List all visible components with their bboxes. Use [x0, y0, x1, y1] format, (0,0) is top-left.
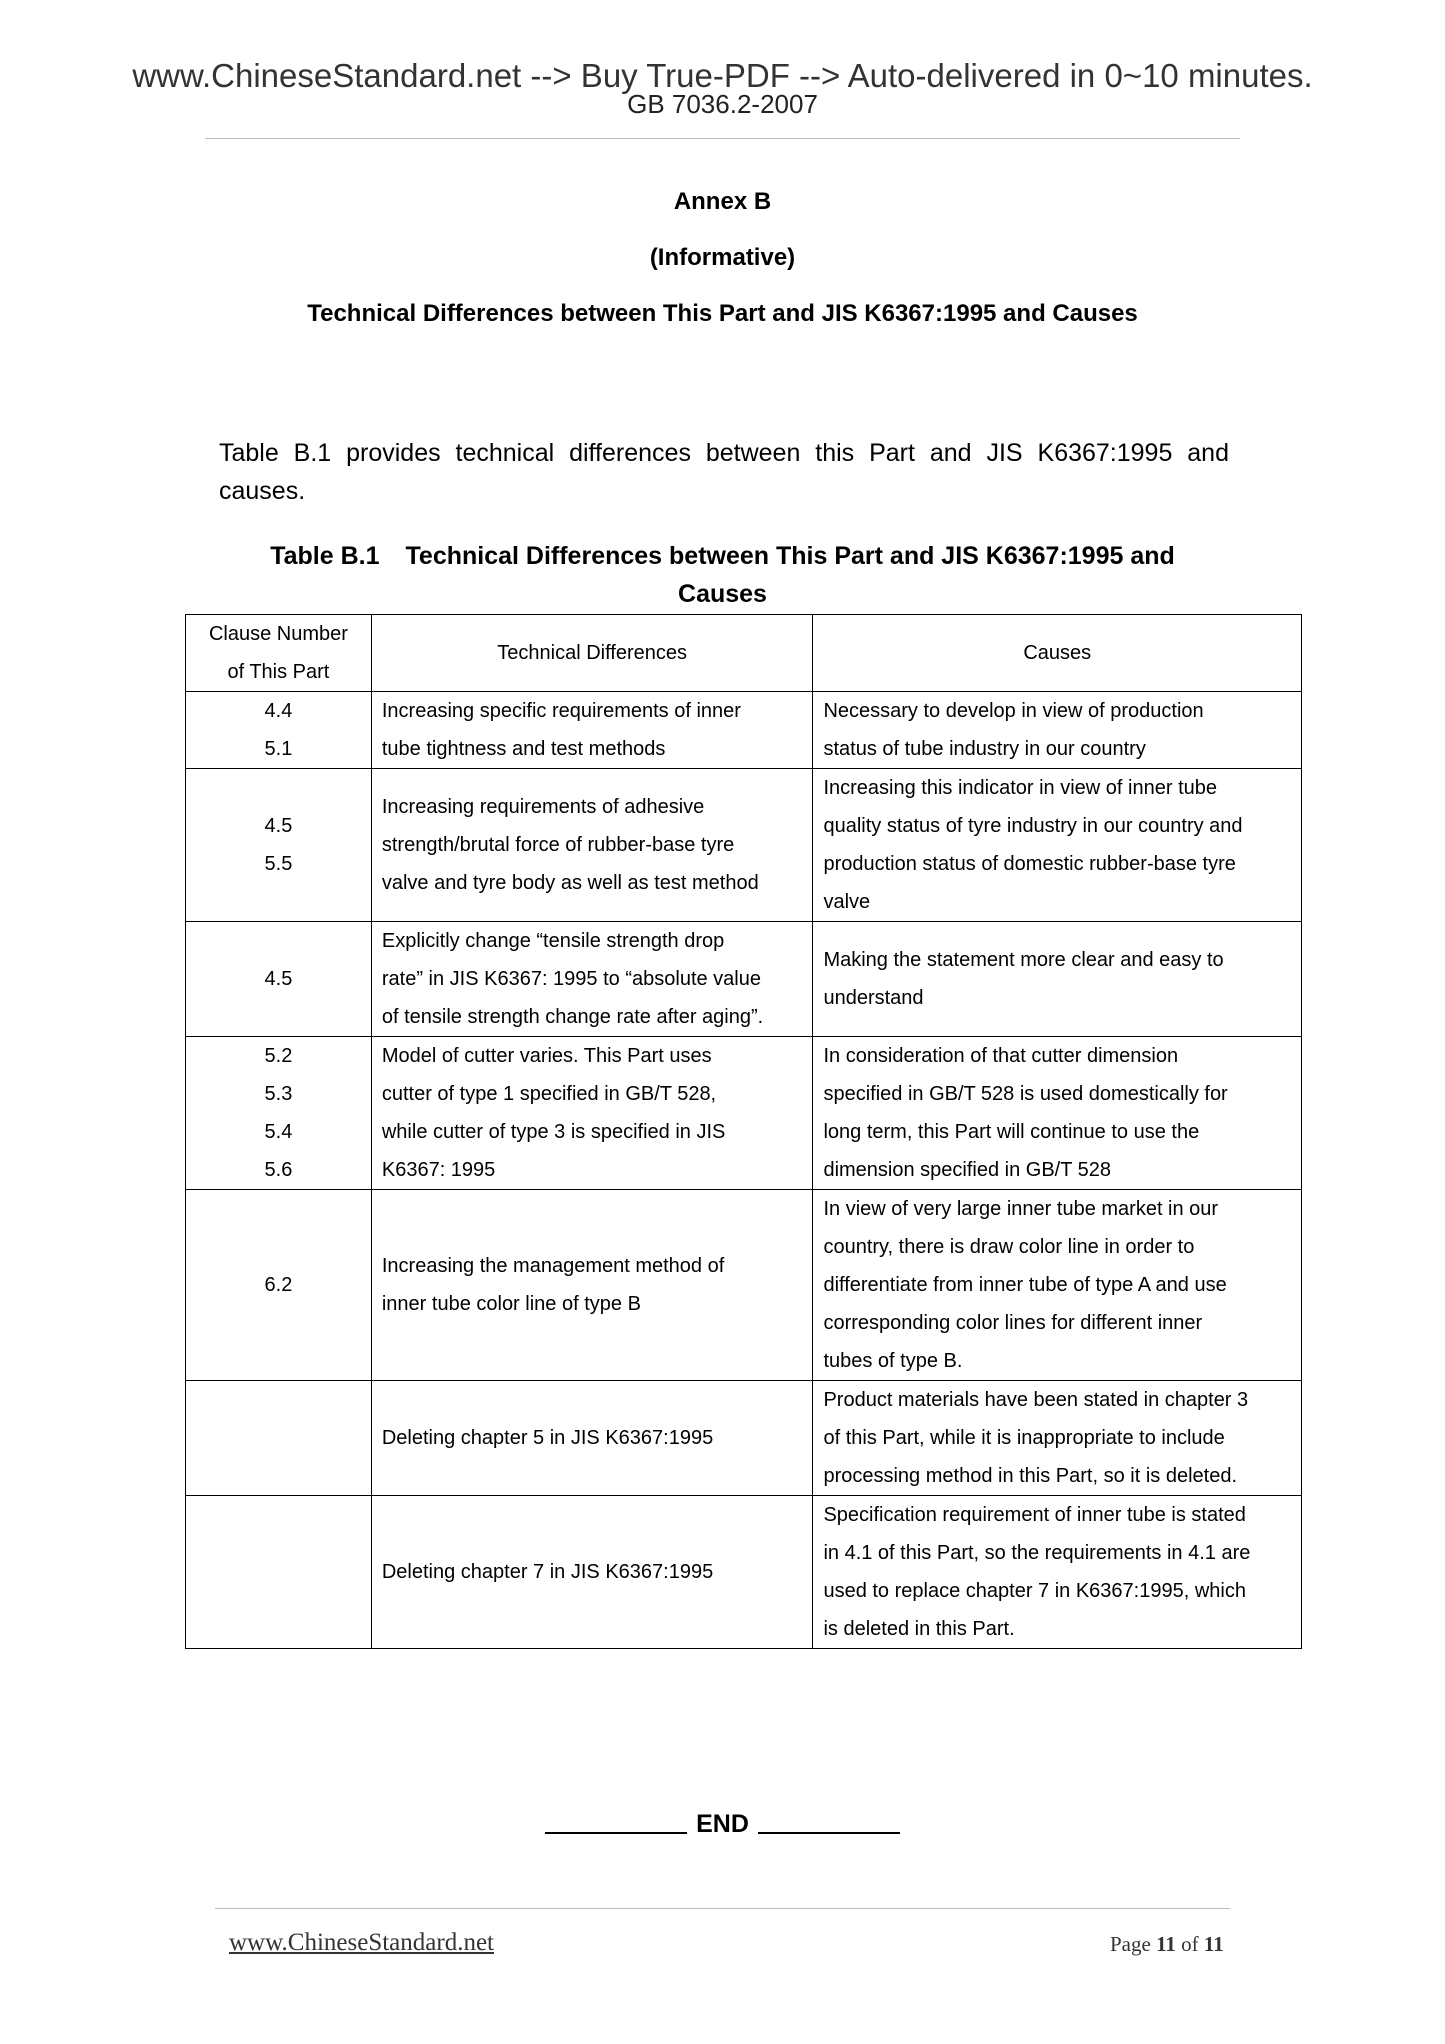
header-clause-number: Clause Number of This Part — [186, 615, 372, 692]
table-caption-title: Technical Differences between This Part and JIS K6367:1995 and — [405, 542, 1175, 570]
table-row — [186, 922, 1302, 1037]
clause-cell-line: 5.2 — [264, 1045, 293, 1067]
end-marker: END — [0, 1810, 1445, 1839]
cause-cell-line: Product materials have been stated in chapter 3 — [823, 1389, 1249, 1411]
cause-cell-line: tubes of type B. — [823, 1350, 963, 1372]
cause-cell-line: quality status of tyre industry in our country and — [823, 815, 1243, 837]
difference-cell-line: tube tightness and test methods — [381, 738, 666, 760]
cause-cell-line: In view of very large inner tube market in our — [823, 1198, 1219, 1220]
difference-cell-line: Increasing specific requirements of inner — [381, 700, 741, 722]
difference-cell — [371, 922, 813, 1037]
cause-cell-line: Making the statement more clear and easy to — [823, 949, 1224, 971]
difference-cell-line: Increasing the management method of — [381, 1255, 725, 1277]
cause-cell-line: processing method in this Part, so it is deleted. — [823, 1465, 1237, 1487]
cause-cell-line: dimension specified in GB/T 528 — [823, 1159, 1112, 1181]
clause-cell — [186, 692, 372, 769]
standard-code: GB 7036.2-2007 — [627, 89, 818, 119]
clause-cell — [186, 1496, 372, 1649]
clause-cell-line: 5.3 — [264, 1083, 293, 1105]
difference-cell — [371, 1381, 813, 1496]
difference-cell-line: while cutter of type 3 is specified in JIS — [381, 1121, 726, 1143]
clause-cell-line: 4.5 — [264, 968, 293, 990]
difference-cell-line: Model of cutter varies. This Part uses — [381, 1045, 712, 1067]
table-caption-continued: Causes — [678, 580, 767, 608]
table-header-row — [186, 615, 1302, 692]
difference-cell-line: Deleting chapter 5 in JIS K6367:1995 — [381, 1427, 714, 1449]
difference-cell-line: K6367: 1995 — [381, 1159, 496, 1181]
cause-cell — [813, 1381, 1302, 1496]
cause-cell — [813, 1190, 1302, 1381]
annex-subtitle: (Informative) — [649, 244, 796, 271]
cause-cell-line: production status of domestic rubber-base tyre — [823, 853, 1236, 875]
difference-cell — [371, 692, 813, 769]
intro-paragraph — [219, 434, 1229, 510]
cause-cell-line: valve — [823, 891, 871, 913]
clause-cell — [186, 1190, 372, 1381]
clause-cell-line: 4.4 — [264, 700, 293, 722]
page-number: Page 11 of 11 — [1110, 1932, 1224, 1956]
cause-cell-line: of this Part, while it is inappropriate to include — [823, 1427, 1225, 1449]
cause-cell-line: In consideration of that cutter dimension — [823, 1045, 1179, 1067]
cause-cell-line: country, there is draw color line in order to — [823, 1236, 1195, 1258]
cause-cell-line: differentiate from inner tube of type A and use — [823, 1274, 1227, 1296]
clause-cell-line: 5.6 — [264, 1159, 293, 1181]
difference-cell-line: rate” in JIS K6367: 1995 to “absolute value — [381, 968, 761, 990]
header-divider — [205, 138, 1240, 139]
difference-cell-line: Deleting chapter 7 in JIS K6367:1995 — [381, 1561, 714, 1583]
difference-cell-line: Explicitly change “tensile strength drop — [381, 930, 725, 952]
annex-heading: Technical Differences between This Part and JIS K6367:1995 and Causes — [307, 300, 1138, 327]
clause-cell — [186, 922, 372, 1037]
differences-table — [185, 614, 1302, 1649]
cause-cell — [813, 692, 1302, 769]
cause-cell — [813, 1496, 1302, 1649]
difference-cell — [371, 1190, 813, 1381]
difference-cell-line: of tensile strength change rate after aging”. — [381, 1006, 764, 1028]
footer-divider — [215, 1908, 1230, 1909]
end-rule-right — [758, 1832, 900, 1834]
difference-cell-line: inner tube color line of type B — [381, 1293, 641, 1315]
clause-cell-line: 6.2 — [264, 1274, 293, 1296]
cause-cell-line: Specification requirement of inner tube is stated — [823, 1504, 1246, 1526]
table-caption — [0, 538, 1445, 574]
clause-cell-line: 4.5 — [264, 815, 293, 837]
cause-cell-line: in 4.1 of this Part, so the requirements in 4.1 are — [823, 1542, 1251, 1564]
cause-cell-line: long term, this Part will continue to use the — [823, 1121, 1200, 1143]
table-row — [186, 1496, 1302, 1649]
cause-cell-line: Necessary to develop in view of production — [823, 700, 1204, 722]
cause-cell-line: corresponding color lines for different inner — [823, 1312, 1203, 1334]
table-row — [186, 1381, 1302, 1496]
cause-cell — [813, 769, 1302, 922]
difference-cell — [371, 1496, 813, 1649]
footer-site-link[interactable]: www.ChineseStandard.net — [229, 1929, 494, 1956]
intro-line-1: Table B.1 provides technical differences between this Part and JIS K6367:1995 and — [219, 439, 1229, 467]
header-causes: Causes — [813, 615, 1302, 692]
clause-cell-line: 5.5 — [264, 853, 293, 875]
annex-title: Annex B — [673, 188, 772, 215]
clause-cell — [186, 1037, 372, 1190]
difference-cell-line: valve and tyre body as well as test method — [381, 872, 759, 894]
table-row — [186, 1190, 1302, 1381]
cause-cell-line: specified in GB/T 528 is used domestically for — [823, 1083, 1228, 1105]
difference-cell-line: strength/brutal force of rubber-base tyre — [381, 834, 735, 856]
cause-cell — [813, 922, 1302, 1037]
difference-cell — [371, 769, 813, 922]
header-banner: www.ChineseStandard.net --> Buy True-PDF --> Auto-delivered in 0~10 minutes. — [132, 57, 1313, 94]
difference-cell — [371, 1037, 813, 1190]
cause-cell — [813, 1037, 1302, 1190]
clause-cell-line: 5.1 — [264, 738, 293, 760]
clause-cell — [186, 769, 372, 922]
table-row — [186, 1037, 1302, 1190]
difference-cell-line: Increasing requirements of adhesive — [381, 796, 705, 818]
cause-cell-line: Increasing this indicator in view of inner tube — [823, 777, 1217, 799]
cause-cell-line: is deleted in this Part. — [823, 1618, 1015, 1640]
cause-cell-line: understand — [823, 987, 924, 1009]
header-technical-differences: Technical Differences — [371, 615, 813, 692]
end-rule-left — [545, 1832, 687, 1834]
clause-cell — [186, 1381, 372, 1496]
difference-cell-line: cutter of type 1 specified in GB/T 528, — [381, 1083, 717, 1105]
cause-cell-line: status of tube industry in our country — [823, 738, 1146, 760]
clause-cell-line: 5.4 — [264, 1121, 293, 1143]
table-row — [186, 692, 1302, 769]
table-caption-number: Table B.1 — [270, 542, 380, 570]
cause-cell-line: used to replace chapter 7 in K6367:1995, which — [823, 1580, 1246, 1602]
intro-line-2: causes. — [219, 477, 306, 505]
table-row — [186, 769, 1302, 922]
